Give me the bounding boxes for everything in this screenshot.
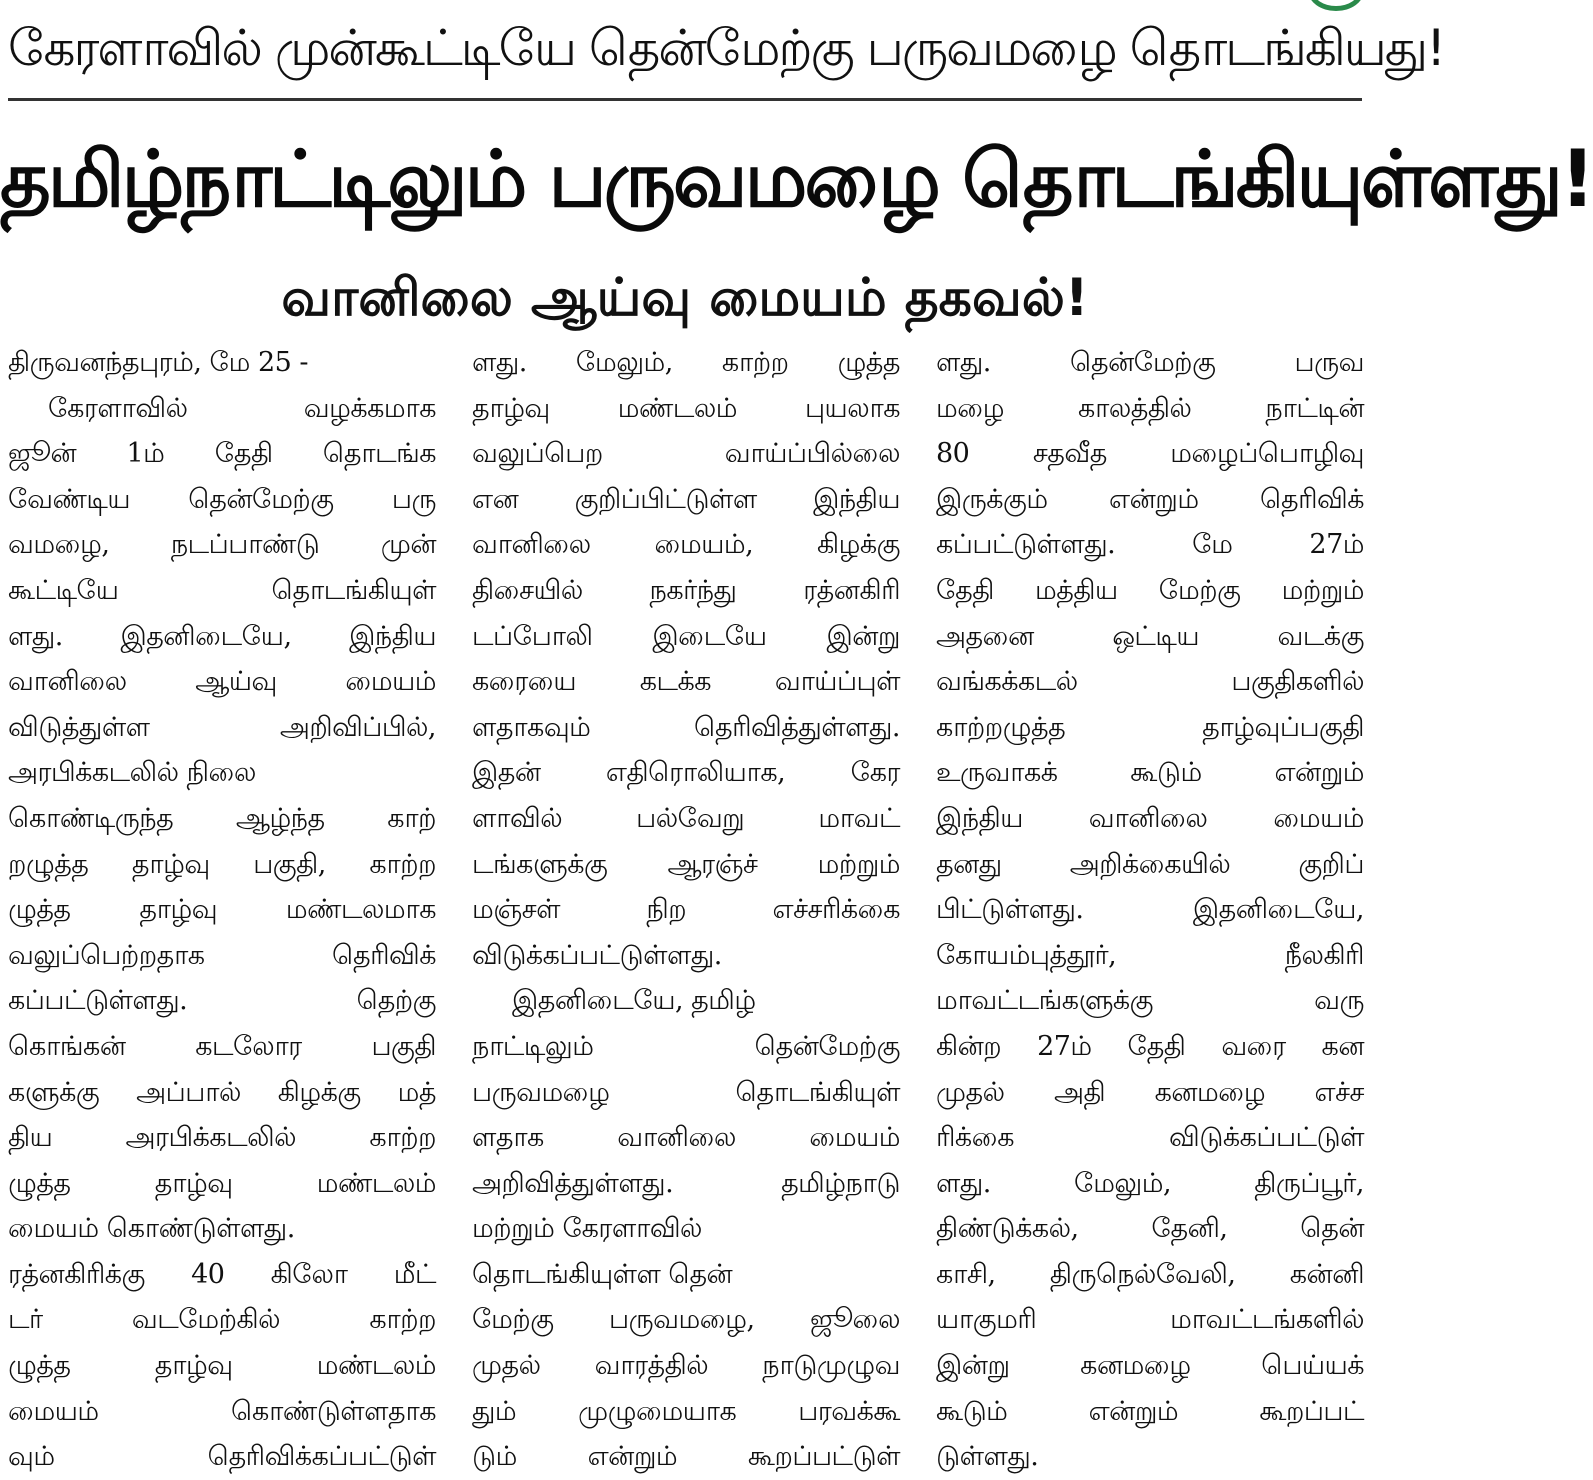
article-line: மேற்கு பருவமழை, ஜூலை bbox=[472, 1304, 900, 1336]
article-line: இருக்கும் என்றும் தெரிவிக் bbox=[936, 483, 1364, 515]
article-line: மையம் கொண்டுள்ளதாக bbox=[8, 1395, 436, 1427]
article-line: ளதாக வானிலை மையம் bbox=[472, 1122, 900, 1154]
article-line: ஜூன் 1ம் தேதி தொடங்க bbox=[8, 438, 436, 470]
article-line: திய அரபிக்கடலில் காற்ற bbox=[8, 1122, 436, 1154]
divider-rule bbox=[8, 98, 1362, 101]
article-line: அறிவித்துள்ளது. தமிழ்நாடு bbox=[472, 1167, 900, 1199]
article-line: கூட்டியே தொடங்கியுள் bbox=[8, 574, 436, 606]
article-line: கப்பட்டுள்ளது. தெற்கு bbox=[8, 985, 436, 1017]
article-line: கப்பட்டுள்ளது. மே 27ம் bbox=[936, 529, 1364, 561]
article-line: தேதி மத்திய மேற்கு மற்றும் bbox=[936, 574, 1364, 606]
article-column-3 bbox=[936, 340, 1364, 1473]
article-line: ளது. இதனிடையே, இந்திய bbox=[8, 620, 436, 652]
article-line: கொங்கன் கடலோர பகுதி bbox=[8, 1030, 436, 1062]
article-line: கொண்டிருந்த ஆழ்ந்த காற் bbox=[8, 802, 436, 834]
article-line: மற்றும் கேரளாவில் bbox=[472, 1213, 702, 1245]
article-line: வலுப்பெற்றதாக தெரிவிக் bbox=[8, 939, 436, 971]
article-line: தும் முழுமையாக பரவக்கூ bbox=[472, 1395, 900, 1427]
article-line: உருவாகக் கூடும் என்றும் bbox=[936, 757, 1364, 789]
article-column-1 bbox=[8, 340, 436, 1473]
article-line: ழுத்த தாழ்வு மண்டலம் bbox=[8, 1167, 436, 1199]
article-line: தாழ்வு மண்டலம் புயலாக bbox=[472, 392, 900, 424]
article-line: வும் தெரிவிக்கப்பட்டுள் bbox=[8, 1441, 436, 1473]
article-line: இந்திய வானிலை மையம் bbox=[936, 802, 1364, 834]
article-line: தொடங்கியுள்ள தென் bbox=[472, 1258, 733, 1290]
article-line: கோயம்புத்தூர், நீலகிரி bbox=[936, 939, 1364, 971]
article-line: ழுத்த தாழ்வு மண்டலமாக bbox=[8, 894, 436, 926]
article-line: வானிலை ஆய்வு மையம் bbox=[8, 666, 436, 698]
article-line: அதனை ஒட்டிய வடக்கு bbox=[936, 620, 1364, 652]
article-line: ளது. மேலும், திருப்பூர், bbox=[936, 1167, 1364, 1199]
article-line: முதல் வாரத்தில் நாடுமுழுவ bbox=[472, 1350, 900, 1382]
article-line: டுள்ளது. bbox=[936, 1441, 1039, 1473]
article-line: கேரளாவில் வழக்கமாக bbox=[48, 392, 436, 424]
article-line: 80 சதவீத மழைப்பொழிவு bbox=[936, 438, 1364, 470]
article-line: திருவனந்தபுரம், மே 25 - bbox=[8, 347, 309, 378]
article-line: வலுப்பெற வாய்ப்பில்லை bbox=[472, 438, 900, 470]
article-line: றழுத்த தாழ்வு பகுதி, காற்ற bbox=[8, 848, 436, 880]
article-line: டப்போலி இடையே இன்று bbox=[472, 620, 900, 652]
article-line: டங்களுக்கு ஆரஞ்ச் மற்றும் bbox=[472, 848, 900, 880]
kicker-headline: கேரளாவில் முன்கூட்டியே தென்மேற்கு பருவமழை தொடங்கியது! bbox=[8, 19, 1445, 77]
article-line: களுக்கு அப்பால் கிழக்கு மத் bbox=[8, 1076, 436, 1108]
article-line: காற்றழுத்த தாழ்வுப்பகுதி bbox=[936, 711, 1364, 743]
article-line: மையம் கொண்டுள்ளது. bbox=[8, 1213, 295, 1245]
article-line: திண்டுக்கல், தேனி, தென் bbox=[936, 1213, 1364, 1245]
article-line: காசி, திருநெல்வேலி, கன்னி bbox=[936, 1258, 1364, 1290]
article-line: விடுக்கப்பட்டுள்ளது. bbox=[472, 939, 722, 971]
article-line: பிட்டுள்ளது. இதனிடையே, bbox=[936, 894, 1364, 926]
sub-headline: வானிலை ஆய்வு மையம் தகவல்! bbox=[281, 268, 1089, 328]
article-line: கின்ற 27ம் தேதி வரை கன bbox=[936, 1030, 1364, 1062]
article-line: மழை காலத்தில் நாட்டின் bbox=[936, 392, 1364, 424]
article-line: ளதாகவும் தெரிவித்துள்ளது. bbox=[472, 711, 900, 743]
article-line: யாகுமரி மாவட்டங்களில் bbox=[936, 1304, 1364, 1336]
article-line: வேண்டிய தென்மேற்கு பரு bbox=[8, 483, 436, 515]
article-column-2 bbox=[472, 340, 900, 1473]
article-line: டர் வடமேற்கில் காற்ற bbox=[8, 1304, 436, 1336]
article-line: நாட்டிலும் தென்மேற்கு bbox=[472, 1030, 900, 1062]
article-line: வமழை, நடப்பாண்டு முன் bbox=[8, 529, 436, 561]
article-line: என குறிப்பிட்டுள்ள இந்திய bbox=[472, 483, 900, 515]
article-line: கூடும் என்றும் கூறப்பட் bbox=[936, 1395, 1364, 1427]
article-line: வங்கக்கடல் பகுதிகளில் bbox=[936, 666, 1364, 698]
article-body bbox=[8, 340, 1364, 1473]
article-line: ளாவில் பல்வேறு மாவட் bbox=[472, 802, 900, 834]
article-line: கரையை கடக்க வாய்ப்புள் bbox=[472, 666, 900, 698]
article-line: மஞ்சள் நிற எச்சரிக்கை bbox=[472, 894, 900, 926]
article-line: ரத்னகிரிக்கு 40 கிலோ மீட் bbox=[8, 1258, 436, 1290]
article-line: பருவமழை தொடங்கியுள் bbox=[472, 1076, 900, 1108]
article-line: தனது அறிக்கையில் குறிப் bbox=[936, 848, 1364, 880]
article-line: ழுத்த தாழ்வு மண்டலம் bbox=[8, 1350, 436, 1382]
article-line: ளது. மேலும், காற்ற ழுத்த bbox=[472, 347, 900, 378]
article-line: மாவட்டங்களுக்கு வரு bbox=[936, 985, 1364, 1017]
article-line: வானிலை மையம், கிழக்கு bbox=[472, 529, 900, 561]
article-line: திசையில் நகர்ந்து ரத்னகிரி bbox=[472, 574, 900, 606]
article-line: முதல் அதி கனமழை எச்ச bbox=[936, 1076, 1364, 1108]
article-line: இன்று கனமழை பெய்யக் bbox=[936, 1350, 1364, 1382]
article-line: டும் என்றும் கூறப்பட்டுள் bbox=[472, 1441, 900, 1473]
article-line: ரிக்கை விடுக்கப்பட்டுள் bbox=[936, 1122, 1364, 1154]
article-line: இதன் எதிரொலியாக, கேர bbox=[472, 757, 900, 789]
article-line: அரபிக்கடலில் நிலை bbox=[8, 757, 256, 789]
main-headline: தமிழ்நாட்டிலும் பருவமழை தொடங்கியுள்ளது! bbox=[0, 135, 1593, 225]
article-line: விடுத்துள்ள அறிவிப்பில், bbox=[8, 711, 436, 743]
article-line: ளது. தென்மேற்கு பருவ bbox=[936, 347, 1364, 378]
article-line: இதனிடையே, தமிழ் bbox=[512, 985, 756, 1017]
